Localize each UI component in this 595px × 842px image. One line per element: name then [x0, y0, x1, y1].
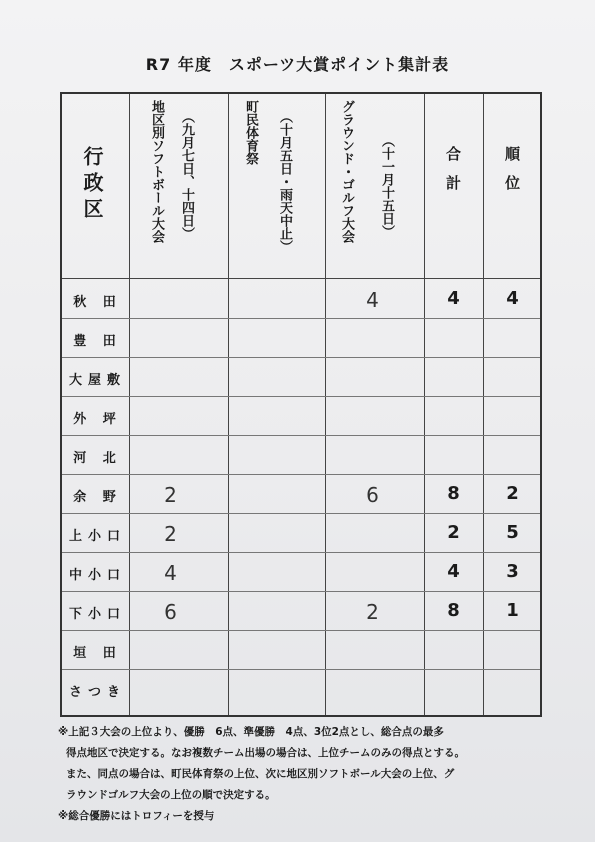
points-table [60, 92, 542, 717]
header-golf-date: （十一月十五日） [379, 134, 394, 238]
row-divider [62, 396, 540, 397]
district-name: 秋 田 [73, 295, 122, 310]
row-divider [62, 591, 540, 592]
header-softball-date: （九月七日、十四日） [179, 110, 194, 240]
header-festival-name: 町民体育祭 [243, 100, 258, 165]
row-divider [62, 630, 540, 631]
district-name: 下小口 [68, 607, 126, 622]
header-festival-date: （十月五日・雨天中止） [277, 110, 292, 253]
rank-points-cell: 2 [506, 483, 519, 504]
row-divider [62, 669, 540, 670]
golf-points-cell: 4 [366, 288, 379, 312]
district-name: 上小口 [68, 529, 126, 544]
header-divider [62, 278, 540, 279]
rank-points-cell: 3 [506, 561, 519, 582]
header-rank: 順位 [503, 146, 521, 204]
total-points-cell: 4 [447, 288, 460, 309]
row-divider [62, 552, 540, 553]
total-points-cell: 8 [447, 600, 460, 621]
golf-points-cell: 6 [366, 483, 379, 507]
total-points-cell: 4 [447, 561, 460, 582]
softball-points-cell: 2 [164, 522, 177, 546]
district-name: さつき [68, 685, 126, 700]
district-name: 豊 田 [73, 334, 122, 349]
header-total: 合計 [444, 146, 462, 204]
rank-points-cell: 4 [506, 288, 519, 309]
district-name: 中小口 [68, 568, 126, 583]
district-name: 垣 田 [73, 646, 122, 661]
row-divider [62, 435, 540, 436]
softball-points-cell: 2 [164, 483, 177, 507]
total-points-cell: 8 [447, 483, 460, 504]
col-divider [228, 94, 229, 715]
total-points-cell: 2 [447, 522, 460, 543]
softball-points-cell: 6 [164, 600, 177, 624]
note-line-4: ラウンドゴルフ大会の上位の順で決定する。 [66, 789, 276, 801]
header-softball-name: 地区別ソフトボール大会 [149, 100, 164, 243]
rank-points-cell: 5 [506, 522, 519, 543]
row-divider [62, 318, 540, 319]
note-line-3: また、同点の場合は、町民体育祭の上位、次に地区別ソフトボール大会の上位、グ [66, 768, 455, 780]
note-line-2: 得点地区で決定する。なお複数チーム出場の場合は、上位チームのみの得点とする。 [66, 747, 465, 759]
rank-points-cell: 1 [506, 600, 519, 621]
col-divider [424, 94, 425, 715]
golf-points-cell: 2 [366, 600, 379, 624]
row-divider [62, 357, 540, 358]
softball-points-cell: 4 [164, 561, 177, 585]
col-divider [483, 94, 484, 715]
district-name: 余 野 [73, 490, 122, 505]
header-district: 行政区 [80, 146, 104, 224]
header-golf-name: グラウンド・ゴルフ大会 [339, 100, 354, 243]
row-divider [62, 513, 540, 514]
district-name: 外 坪 [73, 412, 122, 427]
note-line-5: ※総合優勝にはトロフィーを授与 [58, 810, 215, 822]
row-divider [62, 474, 540, 475]
page-title: R7 年度 スポーツ大賞ポイント集計表 [145, 55, 450, 74]
district-name: 大屋敷 [68, 373, 126, 388]
district-name: 河 北 [73, 451, 122, 466]
note-line-1: ※上記３大会の上位より、優勝 6点、準優勝 4点、3位2点とし、総合点の最多 [58, 726, 444, 738]
